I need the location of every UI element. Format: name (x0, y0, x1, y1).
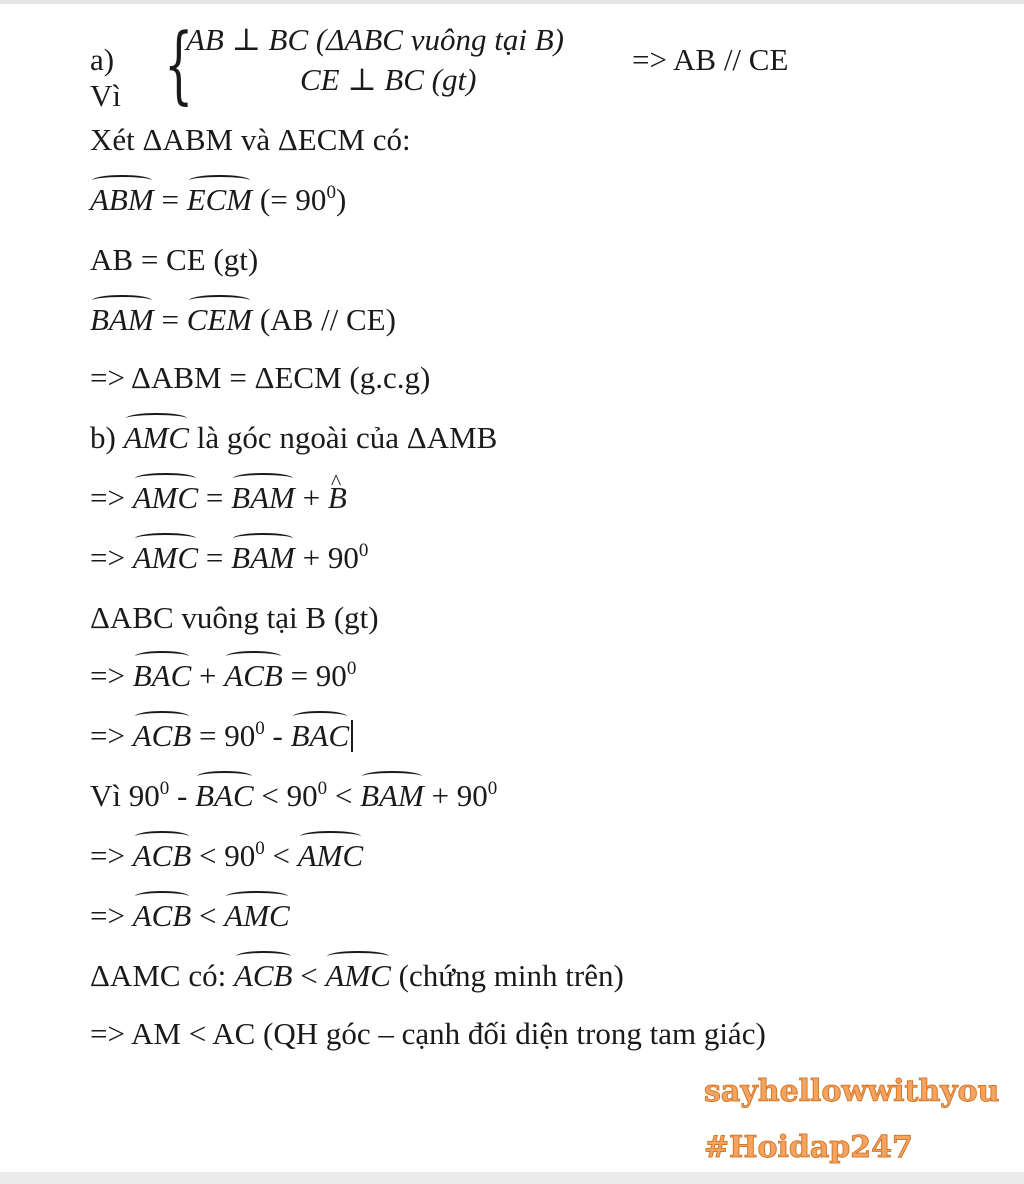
text: + 90 (423, 778, 488, 813)
text: - (169, 778, 196, 813)
proof-line-10: => BAC + ACB = $90^0$ (90, 656, 356, 696)
text: b) (90, 420, 124, 455)
angle-amc: AMC (133, 478, 198, 518)
text: < (327, 778, 361, 813)
text: => (90, 718, 133, 753)
angle-bac: BAC (133, 656, 192, 696)
degree: 0 (358, 540, 369, 561)
text: => (90, 480, 133, 515)
angle-amc: AMC (133, 538, 198, 578)
part-a-label: a) Vì (90, 42, 121, 113)
text: < (191, 898, 225, 933)
text: là góc ngoài của ΔAMB (189, 420, 498, 455)
degree: 0 (159, 778, 170, 799)
angle-amc: AMC (325, 956, 390, 996)
text: Vì 90 (90, 778, 160, 813)
proof-line-2: ABM = ECM (= $90^0$) (90, 180, 346, 220)
proof-line-11 (90, 716, 353, 756)
proof-line-3: AB = CE (gt) (90, 242, 259, 277)
bottom-edge (0, 1172, 1024, 1184)
degree: 0 (255, 718, 265, 739)
text: < (292, 958, 326, 993)
angle-acb: ACB (234, 956, 293, 996)
text: ΔAMC có: (90, 958, 234, 993)
angle-ecm: ECM (187, 180, 252, 220)
part-a-result: => AB // CE (632, 42, 789, 77)
angle-amc: AMC (298, 836, 363, 876)
text: => (90, 658, 133, 693)
system-line-1: AB ⊥ BC (ΔABC vuông tại B) (186, 22, 564, 57)
proof-line-4: BAM = CEM (AB // CE) (90, 300, 396, 340)
text: + 90 (294, 540, 359, 575)
proof-line-15 (90, 956, 624, 996)
text: (= 90 (252, 182, 327, 217)
angle-b: ^ B (328, 478, 347, 518)
proof-line-5: => ΔABM = ΔECM (g.c.g) (90, 360, 431, 395)
system-line-2: CE ⊥ BC (gt) (300, 62, 477, 97)
angle-acb: ACB (224, 656, 283, 696)
proof-line-9: ΔABC vuông tại B (gt) (90, 600, 379, 635)
angle-bac: BAC (291, 716, 350, 756)
angle-cem: CEM (187, 300, 252, 340)
text: (chứng minh trên) (390, 958, 624, 993)
degree: 0 (346, 658, 357, 679)
angle-bam: BAM (360, 776, 424, 816)
text: = 90 (282, 658, 347, 693)
degree: 0 (255, 838, 265, 859)
proof-line-7: => AMC = BAM + ^ B (90, 478, 347, 518)
text: => (90, 838, 133, 873)
proof-line-13 (90, 836, 363, 876)
text: < (264, 838, 298, 873)
degree: 0 (317, 778, 328, 799)
angle-amc: AMC (224, 896, 289, 936)
text: - (264, 718, 291, 753)
angle-bam: BAM (231, 478, 295, 518)
proof-line-1: Xét ΔABM và ΔECM có: (90, 122, 411, 157)
degree: 0 (326, 182, 336, 203)
text: = 90 (191, 718, 256, 753)
angle-acb: ACB (133, 896, 192, 936)
text: (AB // CE) (252, 302, 396, 337)
text: => (90, 898, 133, 933)
watermark-hashtag: #Hoidap247 (704, 1130, 913, 1165)
text: ) (335, 182, 347, 217)
system-brace: { (164, 15, 194, 113)
proof-line-8: => AMC = BAM + $90^0$ (90, 538, 368, 578)
degree: 0 (487, 778, 498, 799)
proof-line-14 (90, 896, 290, 936)
text: => (90, 540, 133, 575)
proof-line-12 (90, 776, 497, 816)
angle-acb: ACB (133, 836, 192, 876)
angle-bam: BAM (231, 538, 295, 578)
text-cursor (351, 720, 353, 752)
angle-amc: AMC (124, 418, 189, 458)
angle-acb: ACB (133, 716, 192, 756)
watermark-username: sayhellowwithyou (704, 1074, 1000, 1109)
text: < 90 (191, 838, 256, 873)
angle-bac: BAC (195, 776, 254, 816)
proof-line-16: => AM < AC (QH góc – cạnh đối diện trong tam giác) (90, 1016, 766, 1051)
proof-line-6 (90, 418, 497, 458)
angle-abm: ABM (90, 180, 154, 220)
text: < 90 (253, 778, 318, 813)
angle-bam: BAM (90, 300, 154, 340)
